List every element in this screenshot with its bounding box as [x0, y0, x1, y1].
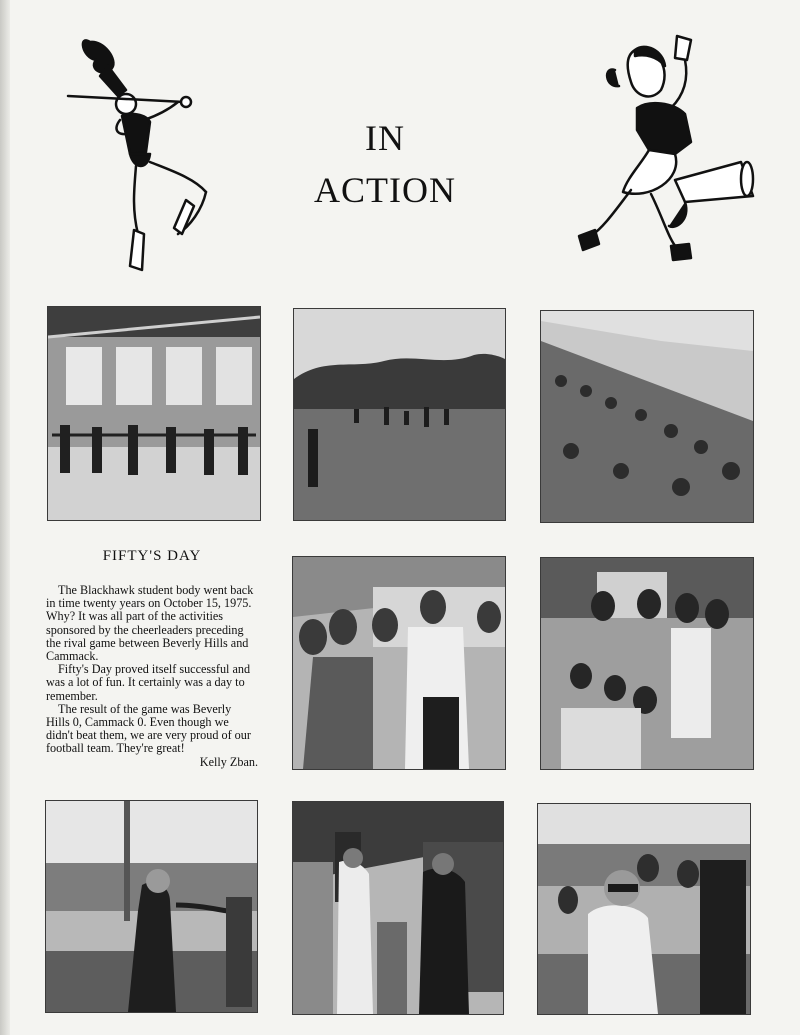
photo-hallway-students	[292, 801, 504, 1015]
majorette-drawing	[60, 30, 225, 280]
article-paragraph: The Blackhawk student body went back in time twenty years on October 15, 1975. Why? It was all part of the activities sponsored by the cheerleaders preceding the rival game between Beverly Hills and Cammack.	[46, 583, 254, 664]
photo-sunglasses-boy	[537, 803, 751, 1015]
photo-students-group	[292, 556, 506, 770]
article-paragraph: Fifty's Day proved itself successful and was a lot of fun. It certainly was a day to remember.	[46, 662, 251, 703]
article-paragraph: The result of the game was Beverly Hills 0, Cammack 0. Even though we didn't beat them, we are very proud of our football team. They're great!	[46, 701, 251, 756]
photo-outdoor-kids	[45, 800, 258, 1013]
photo-bleachers-crowd	[540, 310, 754, 523]
cheerleader-drawing	[565, 30, 760, 270]
article-author: Kelly Zban.	[199, 754, 258, 769]
page-binding-edge	[0, 0, 10, 1035]
photo-gym-cheerleaders	[47, 306, 261, 521]
photo-girls-fifties	[540, 557, 754, 770]
article-body	[46, 584, 258, 769]
photo-field-band	[293, 308, 506, 521]
title-line-2: ACTION	[314, 170, 456, 210]
title-line-1: IN	[365, 118, 405, 158]
page-title	[300, 112, 470, 216]
article-heading: FIFTY'S DAY	[102, 548, 202, 564]
